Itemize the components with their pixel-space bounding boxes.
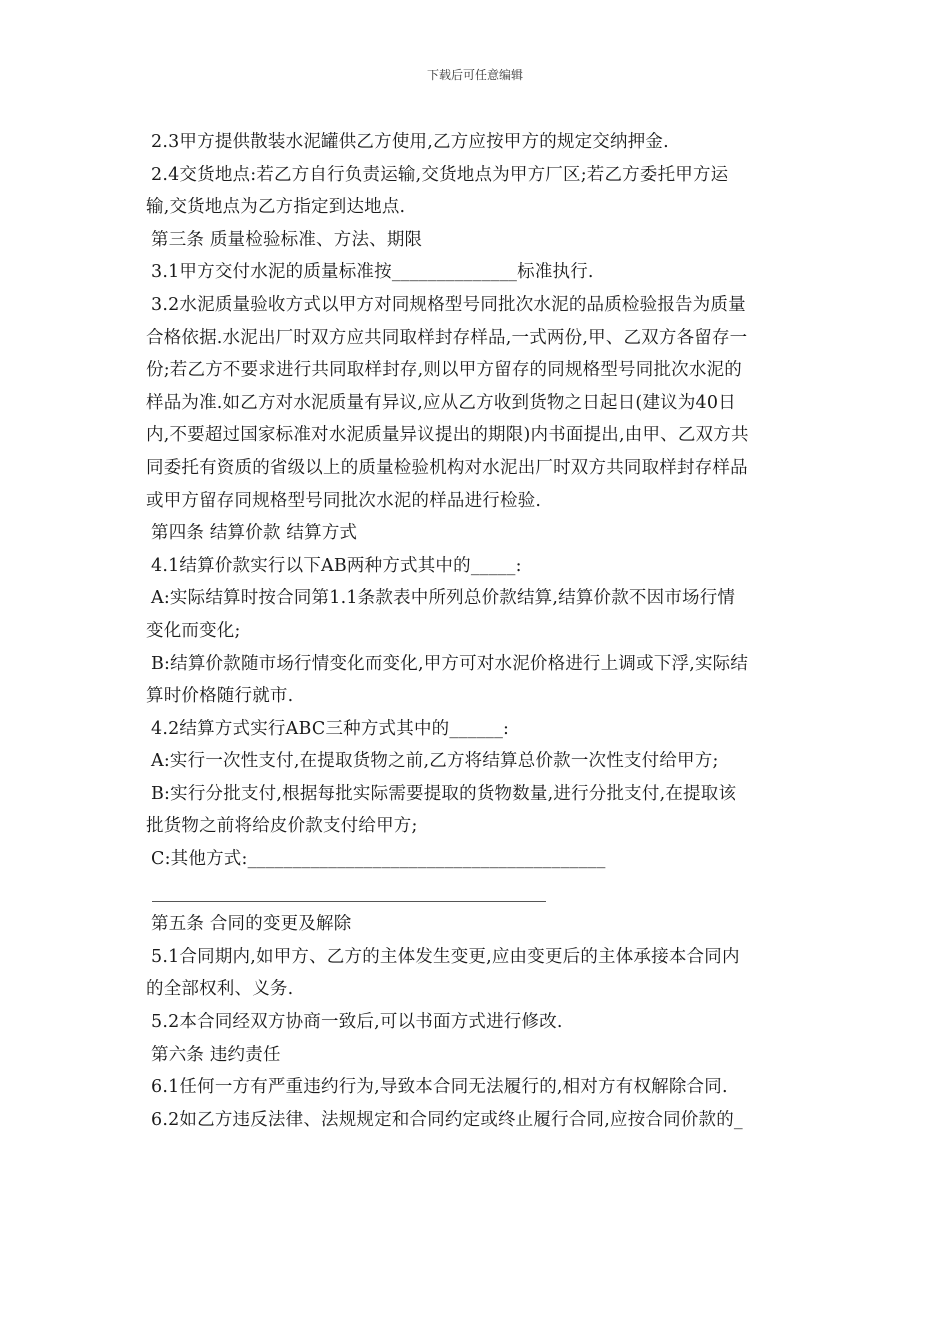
text-line: 3.1甲方交付水泥的质量标准按______________标准执行. <box>151 262 594 283</box>
text-line: 批货物之前将给皮价款支付给甲方; <box>146 816 418 837</box>
text-line: 同委托有资质的省级以上的质量检验机构对水泥出厂时双方共同取样封存样品 <box>146 457 748 478</box>
text-line: 算时价格随行就市. <box>146 686 294 707</box>
text-line: 样品为准.如乙方对水泥质量有异议,应从乙方收到货物之日起日(建议为40日 <box>146 392 736 413</box>
text-line: B:结算价款随市场行情变化而变化,甲方可对水泥价格进行上调或下浮,实际结 <box>151 653 749 674</box>
section-heading: 第四条 结算价款 结算方式 <box>151 523 358 544</box>
text-line: 变化而变化; <box>146 620 241 641</box>
text-line: A:实际结算时按合同第1.1条款表中所列总价款结算,结算价款不因市场行情 <box>151 588 736 609</box>
text-line: 2.3甲方提供散装水泥罐供乙方使用,乙方应按甲方的规定交纳押金. <box>151 132 669 152</box>
text-line: 输,交货地点为乙方指定到达地点. <box>146 197 406 218</box>
text-line: 的全部权利、义务. <box>146 979 294 1000</box>
text-line: 5.1合同期内,如甲方、乙方的主体发生变更,应由变更后的主体承接本合同内 <box>151 946 740 967</box>
text-line: 3.2水泥质量验收方式以甲方对同规格型号同批次水泥的品质检验报告为质量 <box>151 294 746 315</box>
text-line: B:实行分批支付,根据每批实际需要提取的货物数量,进行分批支付,在提取该 <box>151 783 737 804</box>
text-line: 份;若乙方不要求进行共同取样封存,则以甲方留存的同规格型号同批次水泥的 <box>146 360 742 381</box>
text-line: 或甲方留存同规格型号同批次水泥的样品进行检验. <box>146 490 542 511</box>
section-heading: 第三条 质量检验标准、方法、期限 <box>151 229 423 250</box>
underline-rule <box>152 901 546 902</box>
section-heading: 第六条 违约责任 <box>151 1044 281 1065</box>
blank-fill-line <box>146 876 810 909</box>
section-heading: 第五条 合同的变更及解除 <box>151 914 352 935</box>
text-line: 4.1结算价款实行以下AB两种方式其中的_____: <box>151 555 522 576</box>
text-line: 内,不要超过国家标准对水泥质量异议提出的期限)内书面提出,由甲、乙双方共 <box>146 425 749 446</box>
text-line: C:其他方式:________________________________________ <box>151 849 606 870</box>
text-line: 2.4交货地点:若乙方自行负责运输,交货地点为甲方厂区;若乙方委托甲方运 <box>151 164 729 185</box>
text-line: 合格依据.水泥出厂时双方应共同取样封存样品,一式两份,甲、乙双方各留存一 <box>146 327 748 348</box>
document-body <box>146 126 810 1136</box>
page-header: 下载后可任意编辑 <box>426 68 523 82</box>
text-line: 4.2结算方式实行ABC三种方式其中的______: <box>151 718 510 739</box>
text-line: 5.2本合同经双方协商一致后,可以书面方式进行修改. <box>151 1012 563 1033</box>
text-line: 6.2如乙方违反法律、法规规定和合同约定或终止履行合同,应按合同价款的_ <box>151 1109 743 1130</box>
text-line: 6.1任何一方有严重违约行为,导致本合同无法履行的,相对方有权解除合同. <box>151 1077 728 1098</box>
text-line: A:实行一次性支付,在提取货物之前,乙方将结算总价款一次性支付给甲方; <box>151 751 719 772</box>
